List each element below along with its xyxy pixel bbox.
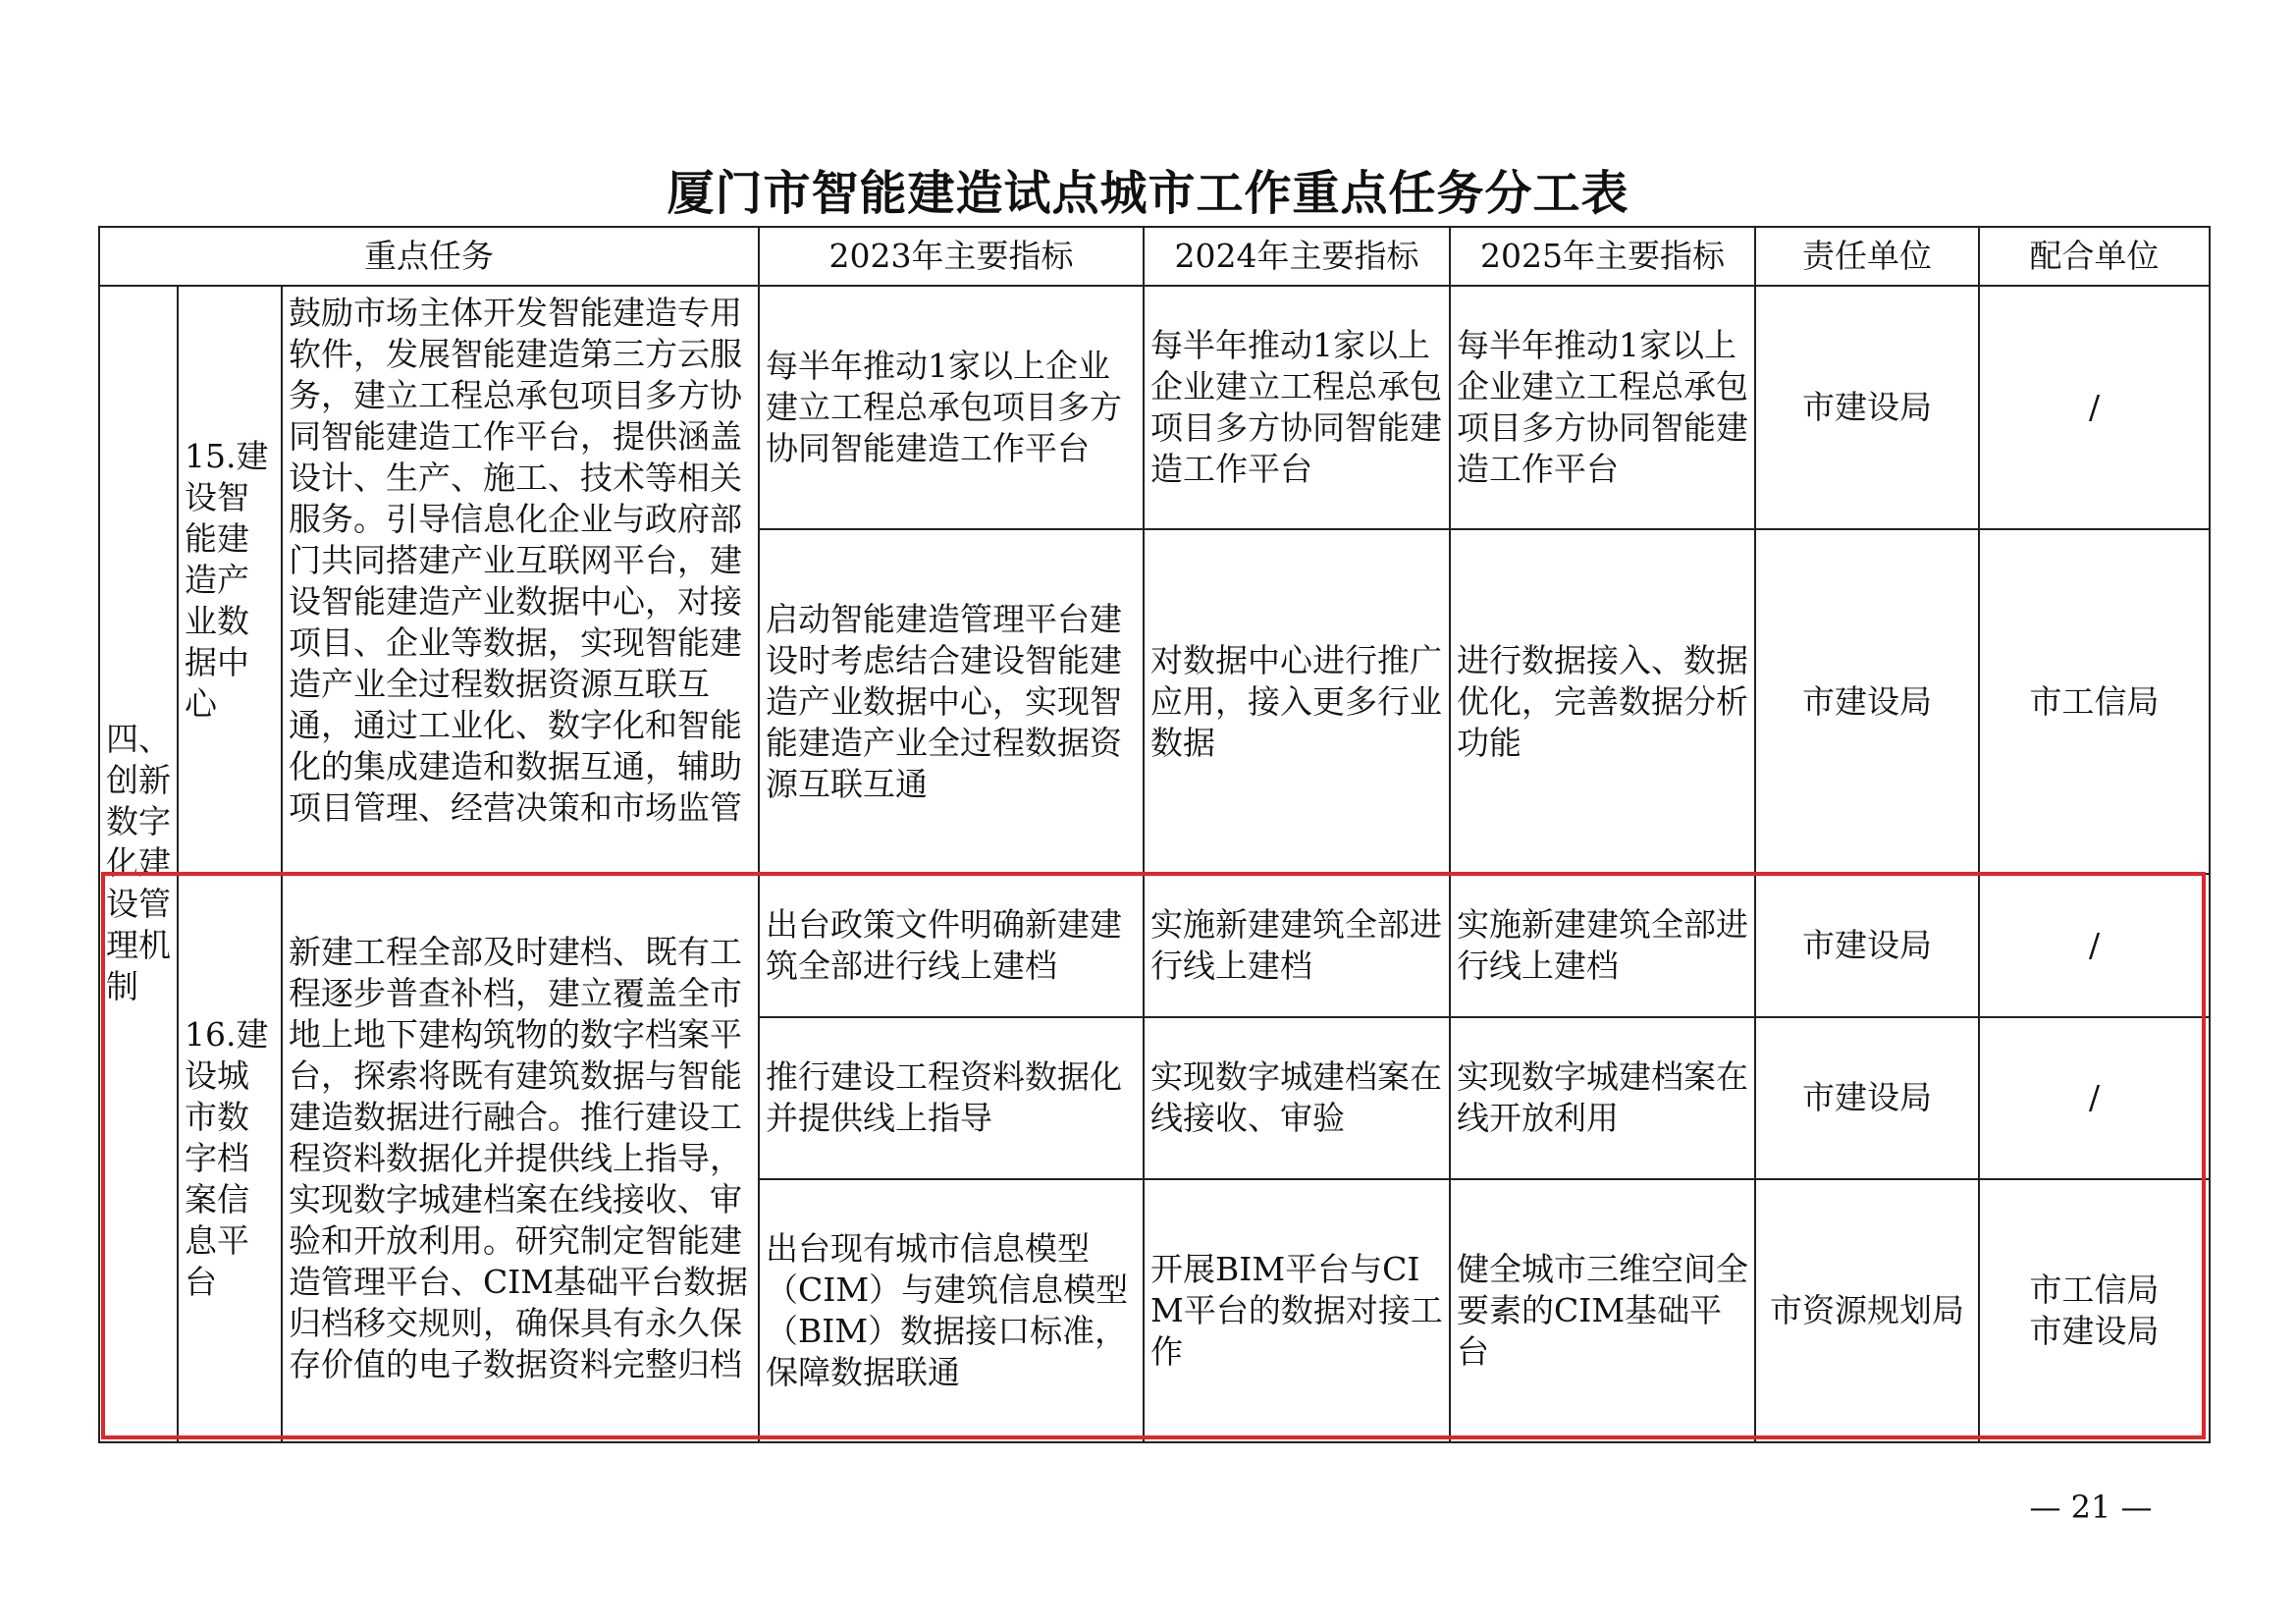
- indicator-2024: 实施新建建筑全部进行线上建档: [1144, 874, 1450, 1017]
- indicator-2024: 每半年推动1家以上企业建立工程总承包项目多方协同智能建造工作平台: [1144, 286, 1450, 529]
- indicator-2025: 实施新建建筑全部进行线上建档: [1450, 874, 1755, 1017]
- header-2024: 2024年主要指标: [1144, 227, 1450, 286]
- header-support-unit: 配合单位: [1979, 227, 2210, 286]
- support-unit: /: [1979, 874, 2210, 1017]
- indicator-2023: 出台政策文件明确新建建筑全部进行线上建档: [759, 874, 1144, 1017]
- task-description: 新建工程全部及时建档、既有工程逐步普查补档，建立覆盖全市地上地下建构筑物的数字档案平台，探索将既有建筑数据与智能建造数据进行融合。推行建设工程资料数据化并提供线上指导，实现数字城建档案在线接收、审验和开放利用。研究制定智能建造管理平台、CIM基础平台数据归档移交规则，确保具有永久保存价值的电子数据资料完整归档: [282, 874, 759, 1442]
- lead-unit: 市建设局: [1755, 1017, 1979, 1178]
- indicator-2025: 实现数字城建档案在线开放利用: [1450, 1017, 1755, 1178]
- header-2025: 2025年主要指标: [1450, 227, 1755, 286]
- indicator-2023: 每半年推动1家以上企业建立工程总承包项目多方协同智能建造工作平台: [759, 286, 1144, 529]
- header-row: [99, 227, 2210, 286]
- table-row: [99, 286, 2210, 529]
- lead-unit: 市建设局: [1755, 286, 1979, 529]
- indicator-2025: 健全城市三维空间全要素的CIM基础平台: [1450, 1179, 1755, 1442]
- support-unit: 市工信局: [1979, 529, 2210, 874]
- indicator-2023: 推行建设工程资料数据化并提供线上指导: [759, 1017, 1144, 1178]
- indicator-2024: 对数据中心进行推广应用，接入更多行业数据: [1144, 529, 1450, 874]
- indicator-2024: 实现数字城建档案在线接收、审验: [1144, 1017, 1450, 1178]
- header-task: 重点任务: [99, 227, 759, 286]
- support-unit: [1979, 1179, 2210, 1442]
- header-2023: 2023年主要指标: [759, 227, 1144, 286]
- support-unit-line: 市工信局: [2029, 1270, 2160, 1309]
- task-description: 鼓励市场主体开发智能建造专用软件，发展智能建造第三方云服务，建立工程总承包项目多方协同智能建造工作平台，提供涵盖设计、生产、施工、技术等相关服务。引导信息化企业与政府部门共同搭建产业互联网平台，建设智能建造产业数据中心，对接项目、企业等数据，实现智能建造产业全过程数据资源互联互通，通过工业化、数字化和智能化的集成建造和数据互通，辅助项目管理、经营决策和市场监管: [282, 286, 759, 874]
- support-unit-line: 市建设局: [2029, 1311, 2160, 1350]
- document-title: 厦门市智能建造试点城市工作重点任务分工表: [667, 166, 1629, 221]
- task-name: 15.建设智能建造产业数据中心: [178, 286, 282, 874]
- indicator-2025: 每半年推动1家以上企业建立工程总承包项目多方协同智能建造工作平台: [1450, 286, 1755, 529]
- indicator-2024: 开展BIM平台与CIM平台的数据对接工作: [1144, 1179, 1450, 1442]
- task-name: 16.建设城市数字档案信息平台: [178, 874, 282, 1442]
- task-table: [98, 226, 2211, 1443]
- lead-unit: 市建设局: [1755, 529, 1979, 874]
- lead-unit: 市资源规划局: [1755, 1179, 1979, 1442]
- indicator-2023: 启动智能建造管理平台建设时考虑结合建设智能建造产业数据中心，实现智能建造产业全过程数据资源互联互通: [759, 529, 1144, 874]
- indicator-2023: 出台现有城市信息模型（CIM）与建筑信息模型（BIM）数据接口标准，保障数据联通: [759, 1179, 1144, 1442]
- section-label: 四、创新数字化建设管理机制: [99, 286, 178, 1442]
- support-unit: /: [1979, 1017, 2210, 1178]
- support-unit: /: [1979, 286, 2210, 529]
- page-number: — 21 —: [2029, 1488, 2153, 1526]
- lead-unit: 市建设局: [1755, 874, 1979, 1017]
- table-row: [99, 874, 2210, 1017]
- header-lead-unit: 责任单位: [1755, 227, 1979, 286]
- indicator-2025: 进行数据接入、数据优化，完善数据分析功能: [1450, 529, 1755, 874]
